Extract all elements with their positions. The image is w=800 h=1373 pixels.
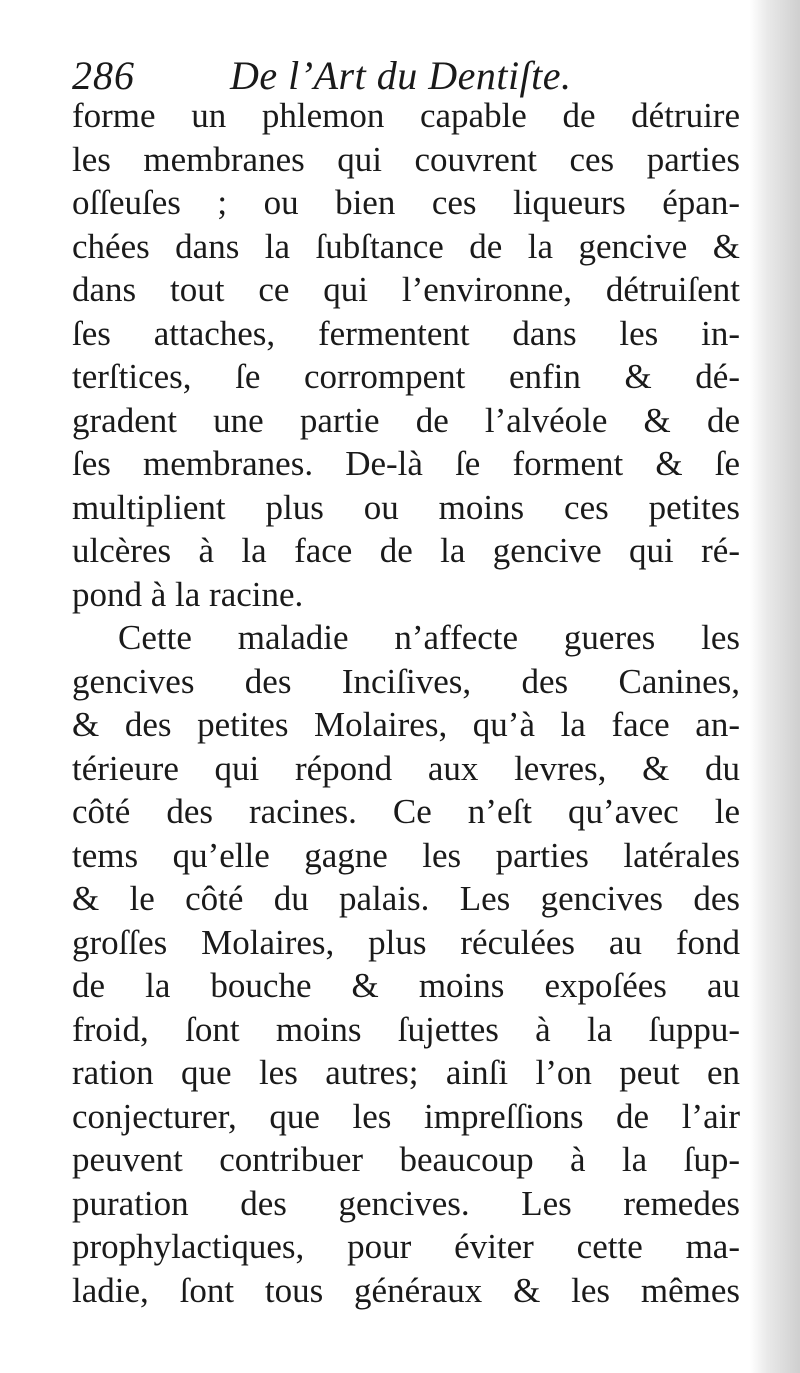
- text-line: dans tout ce qui l’environne, détruiſent: [72, 270, 740, 309]
- text-line: terſtices, ſe corrompent enfin & dé-: [72, 357, 740, 396]
- text-line: forme un phlemon capable de détruire: [72, 96, 740, 135]
- text-line: multiplient plus ou moins ces petites: [72, 487, 740, 527]
- text-line: ſes membranes. De-là ſe forment & ſe: [72, 444, 740, 483]
- text-line: ulcères à la face de la gencive qui ré-: [72, 531, 740, 570]
- running-head: [72, 52, 740, 106]
- text-line: térieure qui répond aux levres, & du: [72, 748, 740, 788]
- text-line: froid, ſont moins ſujettes à la ſuppu-: [72, 1009, 740, 1049]
- text-line: les membranes qui couvrent ces parties: [72, 139, 740, 179]
- text-line: groſſes Molaires, plus réculées au fond: [72, 922, 740, 962]
- text-line: de la bouche & moins expoſées au: [72, 966, 740, 1005]
- text-line: oſſeuſes ; ou bien ces liqueurs épan-: [72, 183, 740, 222]
- text-line: peuvent contribuer beaucoup à la ſup-: [72, 1140, 740, 1179]
- text-line: & des petites Molaires, qu’à la face an-: [72, 705, 740, 744]
- text-line: tems qu’elle gagne les parties latérales: [72, 835, 740, 875]
- text-line: ration que les autres; ainſi l’on peut en: [72, 1053, 740, 1092]
- book-page: [72, 52, 740, 1312]
- running-title: De l’Art du Dentiſte.: [230, 53, 572, 98]
- paragraph-start-line: Cette maladie n’affecte gueres les: [118, 618, 740, 657]
- text-line: puration des gencives. Les remedes: [72, 1183, 740, 1223]
- page-edge-shadow: [750, 0, 800, 1373]
- text-line: ladie, ſont tous généraux & les mêmes: [72, 1270, 740, 1310]
- text-line: côté des racines. Ce n’eſt qu’avec le: [72, 792, 740, 831]
- text-line: gradent une partie de l’alvéole & de: [72, 400, 740, 440]
- body-text: [72, 94, 740, 1312]
- text-line: prophylactiques, pour éviter cette ma-: [72, 1227, 740, 1266]
- text-line: & le côté du palais. Les gencives des: [72, 879, 740, 918]
- text-line: conjecturer, que les impreſſions de l’air: [72, 1096, 740, 1136]
- text-line: gencives des Inciſives, des Canines,: [72, 661, 740, 701]
- page-number: 286: [72, 53, 135, 98]
- paragraph-end-line: pond à la racine.: [72, 574, 304, 614]
- text-line: ſes attaches, fermentent dans les in-: [72, 313, 740, 353]
- text-line: chées dans la ſubſtance de la gencive &: [72, 226, 740, 266]
